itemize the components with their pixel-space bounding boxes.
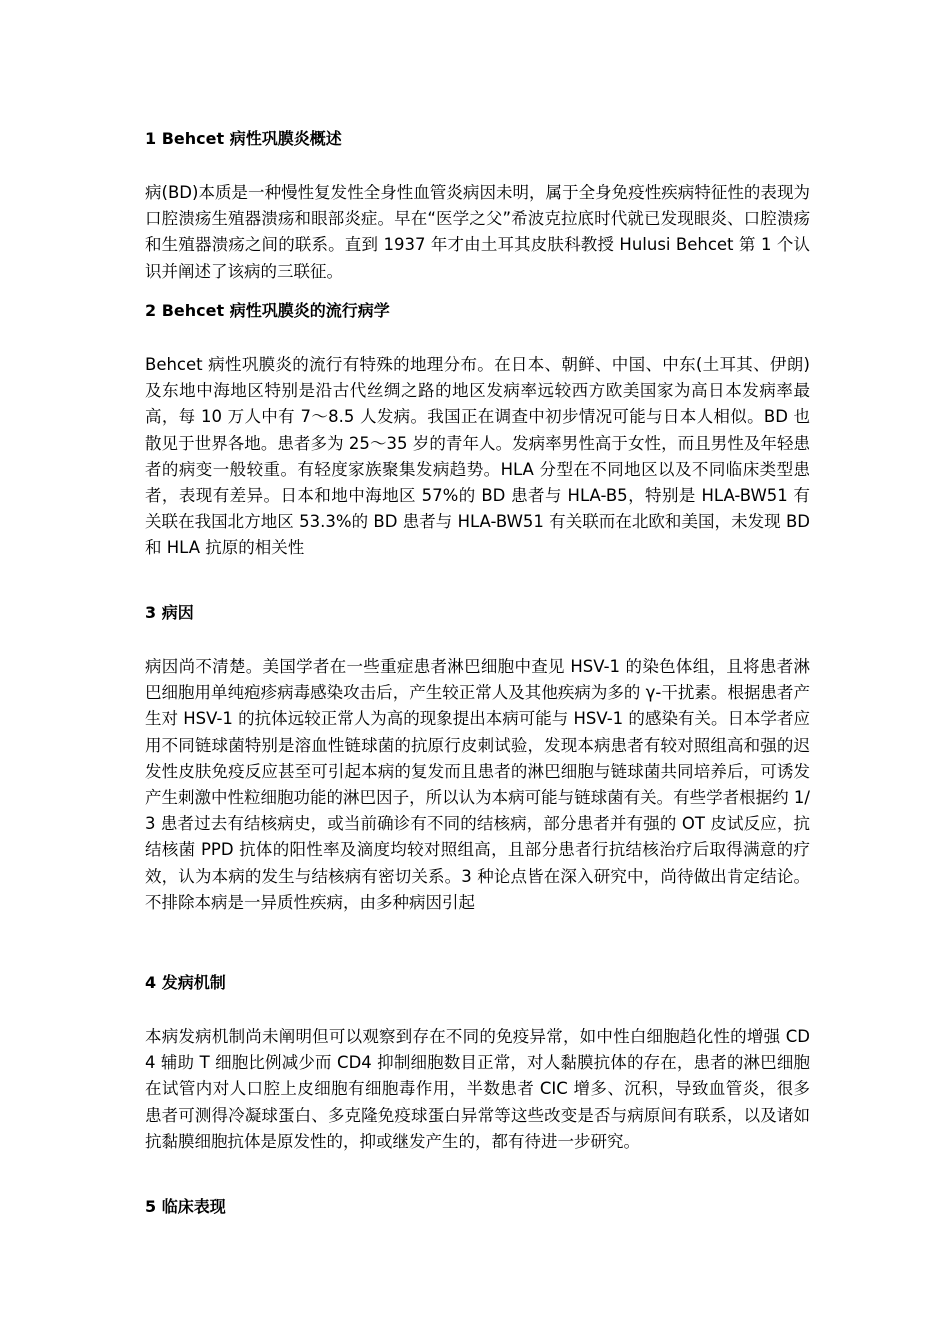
- section-etiology: [145, 600, 810, 916]
- section-heading: 5 临床表现: [145, 1197, 226, 1216]
- section-paragraph: Behcet 病性巩膜炎的流行有特殊的地理分布。在日本、朝鲜、中国、中东(土耳其、伊朗)及东地中海地区特别是沿古代丝绸之路的地区发病率远较西方欧美国家为高日本发病率最高，每 10 万人中有 7～8.5 人发病。我国正在调查中初步情况可能与日本人相似。BD 也散见于世界各地。患者多为 25～35 岁的青年人。发病率男性高于女性，而且男性及年轻患者的病变一般较重。有轻度家族聚集发病趋势。HLA 分型在不同地区以及不同临床类型患者，表现有差异。日本和地中海地区 57%的 BD 患者与 HLA-B5，特别是 HLA-BW51 有关联在我国北方地区 53.3%的 BD 患者与 HLA-BW51 有关联而在北欧和美国，未发现 BD 和 HLA 抗原的相关性: [145, 355, 810, 558]
- section-heading: 4 发病机制: [145, 973, 226, 992]
- section-paragraph: 病(BD)本质是一种慢性复发性全身性血管炎病因未明，属于全身免疫性疾病特征性的表现为口腔溃疡生殖器溃疡和眼部炎症。早在“医学之父”希波克拉底时代就已发现眼炎、口腔溃疡和生殖器溃疡之间的联系。直到 1937 年才由土耳其皮肤科教授 Hulusi Behcet 第 1 个认识并阐述了该病的三联征。: [145, 183, 810, 281]
- section-heading: 3 病因: [145, 603, 194, 622]
- section-paragraph: 本病发病机制尚未阐明但可以观察到存在不同的免疫异常，如中性白细胞趋化性的增强 CD4 辅助 T 细胞比例减少而 CD4 抑制细胞数目正常，对人黏膜抗体的存在，患者的淋巴细胞在试管内对人口腔上皮细胞有细胞毒作用，半数患者 CIC 增多、沉积，导致血管炎，很多患者可测得冷凝球蛋白、多克隆免疫球蛋白异常等这些改变是否与病原间有联系，以及诸如抗黏膜细胞抗体是原发性的，抑或继发产生的，都有待进一步研究。: [145, 1027, 810, 1151]
- section-overview: [145, 126, 810, 285]
- section-heading: 2 Behcet 病性巩膜炎的流行病学: [145, 301, 390, 320]
- section-clinical: [145, 1194, 810, 1220]
- section-pathogenesis: [145, 970, 810, 1155]
- section-heading: 1 Behcet 病性巩膜炎概述: [145, 129, 342, 148]
- section-epidemiology: [145, 298, 810, 562]
- section-paragraph: 病因尚不清楚。美国学者在一些重症患者淋巴细胞中查见 HSV-1 的染色体组，且将患者淋巴细胞用单纯疱疹病毒感染攻击后，产生较正常人及其他疾病为多的 γ-干扰素。根据患者产生对 HSV-1 的抗体远较正常人为高的现象提出本病可能与 HSV-1 的感染有关。日本学者应用不同链球菌特别是溶血性链球菌的抗原行皮刺试验，发现本病患者有较对照组高和强的迟发性皮肤免疫反应甚至可引起本病的复发而且患者的淋巴细胞与链球菌共同培养后，可诱发产生刺激中性粒细胞功能的淋巴因子，所以认为本病可能与链球菌有关。有些学者根据约 1/3 患者过去有结核病史，或当前确诊有不同的结核病，部分患者并有强的 OT 皮试反应，抗结核菌 PPD 抗体的阳性率及滴度均较对照组高，且部分患者行抗结核治疗后取得满意的疗效，认为本病的发生与结核病有密切关系。3 种论点皆在深入研究中，尚待做出肯定结论。不排除本病是一异质性疾病，由多种病因引起: [145, 657, 810, 912]
